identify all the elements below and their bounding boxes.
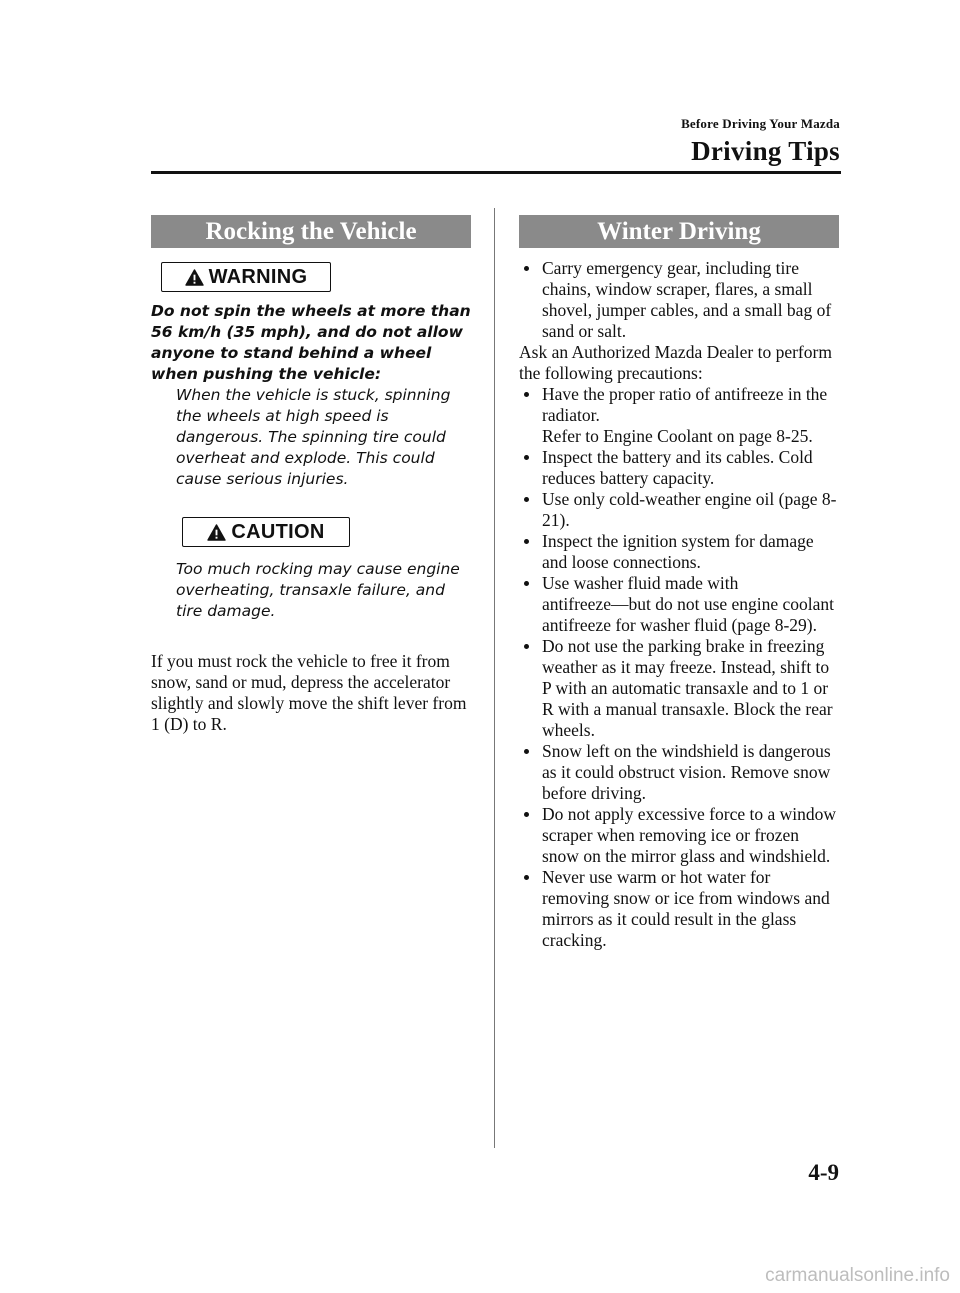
list-item	[519, 447, 839, 489]
bullet-dot-icon	[524, 749, 529, 754]
bullet-dot-icon	[524, 812, 529, 817]
section-heading-rocking: Rocking the Vehicle	[151, 215, 471, 248]
running-header	[681, 116, 840, 167]
list-item-text: Carry emergency gear, including tire chains, window scraper, flares, a small shovel, jumper cables, and a small bag of sand or salt.	[542, 258, 832, 341]
watermark-text: carmanualsonline.info	[765, 1265, 950, 1286]
bullet-dot-icon	[524, 875, 529, 880]
bullet-dot-icon	[524, 539, 529, 544]
warning-lead: Do not spin the wheels at more than 56 km/h (35 mph), and do not allow anyone to stand behind a wheel when pushing the vehicle:	[151, 302, 471, 383]
list-item	[519, 573, 839, 636]
rocking-body-text: If you must rock the vehicle to free it from snow, sand or mud, depress the accelerator slightly and slowly move the shift lever from 1 (D) to R.	[151, 651, 467, 734]
bullet-dot-icon	[524, 497, 529, 502]
warning-body: When the vehicle is stuck, spinning the wheels at high speed is dangerous. The spinning tire could overheat and explode. This could cause serious injuries.	[176, 386, 451, 488]
header-rule	[151, 171, 841, 174]
warning-label-text: WARNING	[208, 265, 308, 288]
list-item	[519, 489, 839, 531]
bullet-dot-icon	[524, 581, 529, 586]
list-item-text: Snow left on the windshield is dangerous as it could obstruct vision. Remove snow before driving.	[542, 741, 831, 803]
header-title: Driving Tips	[691, 136, 840, 166]
winter-section	[519, 215, 839, 951]
list-item	[519, 636, 839, 741]
list-item-text: Do not use the parking brake in freezing weather as it may freeze. Instead, shift to P with an automatic transaxle and to 1 or R with a manual transaxle. Block the rear wheels.	[542, 636, 833, 740]
list-item	[519, 804, 839, 867]
list-item-text: Use washer fluid made with antifreeze―but do not use engine coolant antifreeze for washer fluid (page 8-29).	[542, 573, 835, 635]
list-item-text: Have the proper ratio of antifreeze in the radiator.	[542, 384, 828, 425]
list-item-text: Inspect the battery and its cables. Cold reduces battery capacity.	[542, 447, 813, 488]
bullet-dot-icon	[524, 644, 529, 649]
caution-triangle-icon	[207, 524, 226, 541]
bullet-dot-icon	[524, 392, 529, 397]
list-item-reference: Refer to Engine Coolant on page 8-25.	[542, 426, 813, 446]
caution-label	[182, 517, 350, 547]
bullet-dot-icon	[524, 455, 529, 460]
warning-label	[161, 262, 331, 292]
list-item	[519, 531, 839, 573]
list-item-text: Never use warm or hot water for removing snow or ice from windows and mirrors as it could result in the glass cracking.	[542, 867, 830, 950]
header-subtitle: Before Driving Your Mazda	[681, 116, 840, 131]
list-item	[519, 258, 839, 342]
list-item-text: Use only cold-weather engine oil (page 8-21).	[542, 489, 837, 530]
list-item	[519, 741, 839, 804]
caution-body: Too much rocking may cause engine overheating, transaxle failure, and tire damage.	[176, 560, 460, 620]
rocking-section	[151, 215, 471, 735]
winter-intro: Ask an Authorized Mazda Dealer to perform the following precautions:	[519, 342, 832, 383]
caution-label-text: CAUTION	[231, 520, 325, 543]
list-item-text: Do not apply excessive force to a window scraper when removing ice or frozen snow on the mirror glass and windshield.	[542, 804, 837, 866]
warning-triangle-icon	[185, 269, 204, 286]
section-heading-winter: Winter Driving	[519, 215, 839, 248]
list-item-text: Inspect the ignition system for damage and loose connections.	[542, 531, 814, 572]
winter-emergency-list	[519, 258, 839, 342]
column-divider	[494, 208, 495, 1148]
page-number: 4-9	[808, 1160, 839, 1185]
winter-precautions-list	[519, 384, 839, 951]
bullet-dot-icon	[524, 266, 529, 271]
list-item	[519, 867, 839, 951]
list-item	[519, 384, 839, 447]
